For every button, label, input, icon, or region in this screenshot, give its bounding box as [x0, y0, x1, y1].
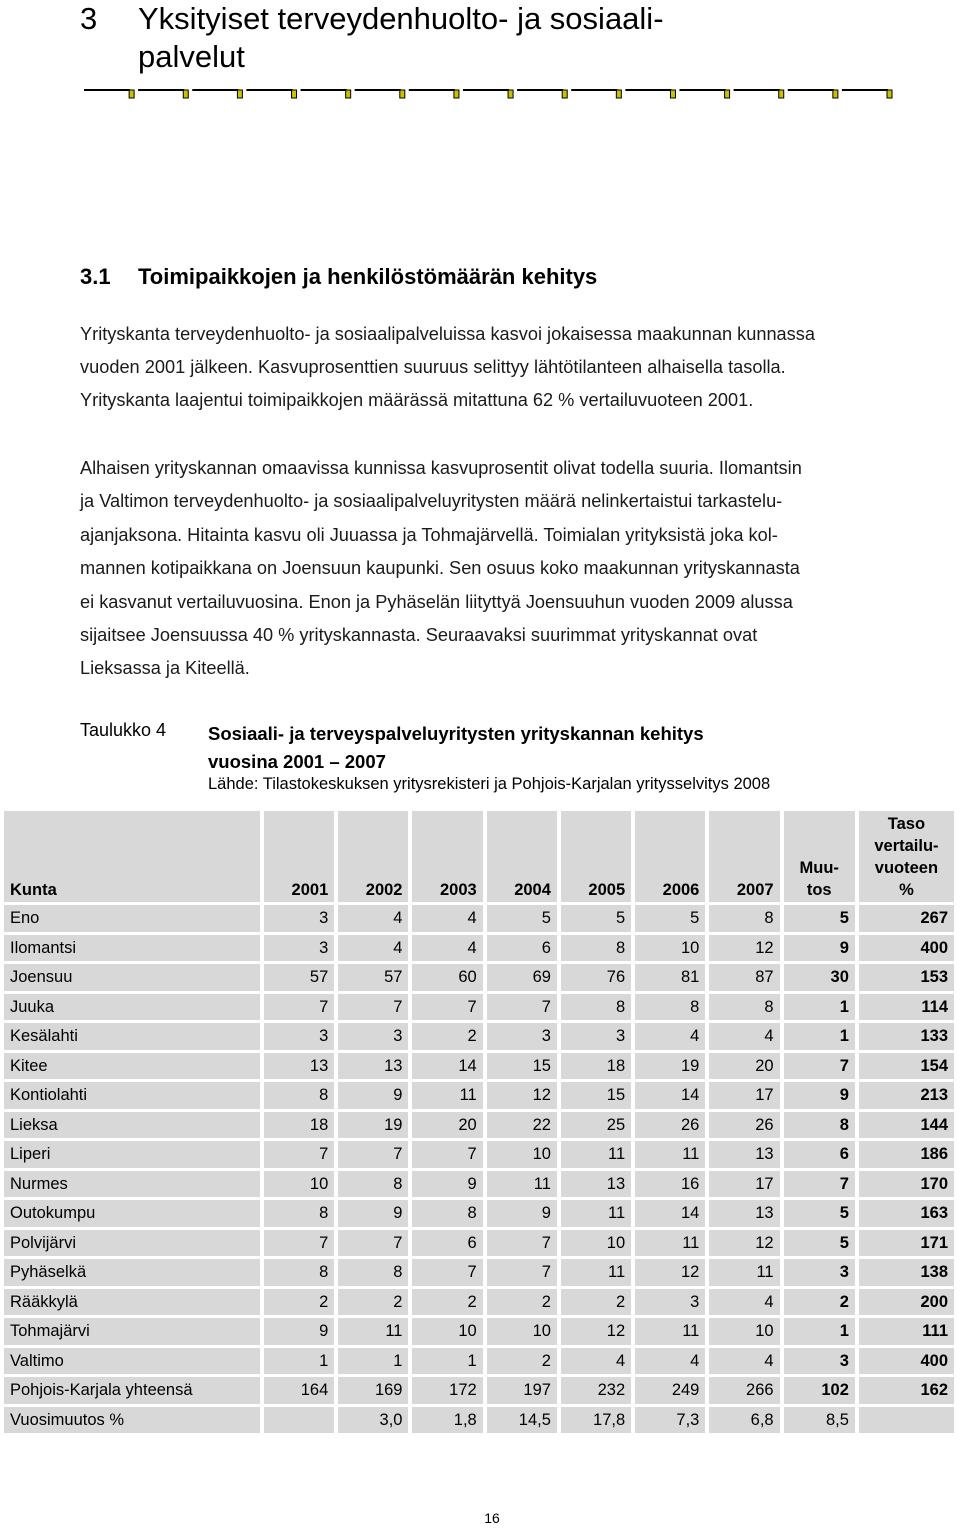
- table-cell: 11: [561, 1141, 631, 1168]
- table-row: [4, 1171, 954, 1198]
- table-cell: 7: [412, 994, 482, 1021]
- table-cell-kunta: Kitee: [4, 1053, 260, 1080]
- section-title: Toimipaikkojen ja henkilöstömäärän kehitys: [138, 264, 598, 289]
- page-number: 16: [484, 1510, 500, 1526]
- table-cell: 4: [709, 1023, 779, 1050]
- table-cell: 11: [635, 1141, 705, 1168]
- table-header-row: [4, 811, 954, 902]
- table-cell: 9: [487, 1200, 557, 1227]
- table-cell: 5: [635, 905, 705, 932]
- table-cell: 400: [859, 1348, 954, 1375]
- table-cell: 102: [784, 1377, 855, 1404]
- table-row: [4, 1023, 954, 1050]
- table-cell: 4: [338, 905, 408, 932]
- table-cell: 4: [635, 1348, 705, 1375]
- table-cell: 87: [709, 964, 779, 991]
- table-cell: 3: [635, 1289, 705, 1316]
- table-cell: 13: [709, 1200, 779, 1227]
- table-cell-kunta: Lieksa: [4, 1112, 260, 1139]
- table-row: [4, 1407, 954, 1434]
- table-cell: 1: [784, 994, 855, 1021]
- table-cell: 9: [338, 1082, 408, 1109]
- header-cell: 2004: [487, 811, 557, 902]
- data-table: [0, 808, 958, 1436]
- table-cell: 7: [487, 1230, 557, 1257]
- table-cell: 2: [784, 1289, 855, 1316]
- table-cell: 3: [487, 1023, 557, 1050]
- table-cell: 8: [635, 994, 705, 1021]
- table-cell: 114: [859, 994, 954, 1021]
- table-cell: 25: [561, 1112, 631, 1139]
- table-row: [4, 1318, 954, 1345]
- table-cell: 4: [338, 935, 408, 962]
- table-cell: 7: [784, 1053, 855, 1080]
- table-caption-title-line2: vuosina 2001 – 2007: [208, 751, 386, 772]
- table-row: [4, 1053, 954, 1080]
- table-cell: 7: [264, 994, 334, 1021]
- table-row: [4, 1082, 954, 1109]
- table-cell: 400: [859, 935, 954, 962]
- table-cell: 13: [264, 1053, 334, 1080]
- table-cell: 1,8: [412, 1407, 482, 1434]
- paragraph-line: Yrityskanta terveydenhuolto- ja sosiaalipalveluissa kasvoi jokaisessa maakunnan kunnassa: [80, 324, 815, 344]
- table-cell: 7: [338, 1141, 408, 1168]
- table-cell: 8: [264, 1082, 334, 1109]
- table-cell: 12: [709, 935, 779, 962]
- table-cell: 111: [859, 1318, 954, 1345]
- table-cell: 3: [561, 1023, 631, 1050]
- table-cell: 2: [487, 1289, 557, 1316]
- table-cell: 5: [487, 905, 557, 932]
- table-cell: 3: [264, 905, 334, 932]
- table-cell: 8: [784, 1112, 855, 1139]
- table-cell-kunta: Eno: [4, 905, 260, 932]
- table-cell: 3: [338, 1023, 408, 1050]
- table-cell: 153: [859, 964, 954, 991]
- table-cell: 4: [709, 1348, 779, 1375]
- table-cell: 4: [561, 1348, 631, 1375]
- table-cell: 16: [635, 1171, 705, 1198]
- table-cell: 18: [561, 1053, 631, 1080]
- table-row: [4, 1230, 954, 1257]
- table-cell: 20: [709, 1053, 779, 1080]
- table-cell: 3,0: [338, 1407, 408, 1434]
- table-cell: 7: [412, 1141, 482, 1168]
- table-cell: 57: [264, 964, 334, 991]
- table-cell: 2: [412, 1289, 482, 1316]
- table-cell: 172: [412, 1377, 482, 1404]
- table-cell: 76: [561, 964, 631, 991]
- table-cell: 5: [784, 1230, 855, 1257]
- table-row: [4, 1141, 954, 1168]
- table-cell: 14,5: [487, 1407, 557, 1434]
- table-cell-kunta: Pyhäselkä: [4, 1259, 260, 1286]
- header-cell: 2005: [561, 811, 631, 902]
- table-cell: 2: [561, 1289, 631, 1316]
- chapter-title-line2: palvelut: [138, 39, 245, 74]
- table-cell: 17,8: [561, 1407, 631, 1434]
- chapter-title-line1: Yksityiset terveydenhuolto- ja sosiaali-: [138, 1, 664, 36]
- table-cell: 1: [784, 1318, 855, 1345]
- section-heading: [80, 262, 598, 292]
- header-cell: 2002: [338, 811, 408, 902]
- table-cell: 10: [264, 1171, 334, 1198]
- table-cell: 11: [561, 1200, 631, 1227]
- table-cell: 12: [561, 1318, 631, 1345]
- table-cell: 10: [412, 1318, 482, 1345]
- table-cell: 2: [264, 1289, 334, 1316]
- header-cell-taso: Taso vertailu- vuoteen %: [859, 811, 954, 902]
- table-cell-kunta: Outokumpu: [4, 1200, 260, 1227]
- table-cell: 6: [487, 935, 557, 962]
- chapter-number: 3: [80, 1, 98, 36]
- table-row: [4, 1259, 954, 1286]
- table-cell: 13: [709, 1141, 779, 1168]
- table-cell-kunta: Juuka: [4, 994, 260, 1021]
- table-cell-kunta: Polvijärvi: [4, 1230, 260, 1257]
- table-cell-kunta: Nurmes: [4, 1171, 260, 1198]
- table-cell: 10: [709, 1318, 779, 1345]
- table-cell: 7: [412, 1259, 482, 1286]
- table-cell: 7: [264, 1141, 334, 1168]
- table-cell: 11: [635, 1318, 705, 1345]
- table-cell: 12: [487, 1082, 557, 1109]
- table-cell: 267: [859, 905, 954, 932]
- table-cell: 169: [338, 1377, 408, 1404]
- table-cell: 15: [561, 1082, 631, 1109]
- header-cell-muutos: Muu- tos: [784, 811, 855, 902]
- table-cell: 6: [412, 1230, 482, 1257]
- paragraph-line: Yrityskanta laajentui toimipaikkojen määrässä mitattuna 62 % vertailuvuoteen 2001.: [80, 390, 754, 410]
- table-cell: 14: [635, 1200, 705, 1227]
- paragraph-line: ja Valtimon terveydenhuolto- ja sosiaalipalveluyritysten määrä nelinkertaistui tarkastelu-: [80, 491, 783, 511]
- table-cell: 11: [561, 1259, 631, 1286]
- table-cell: 9: [412, 1171, 482, 1198]
- table-cell-kunta: Valtimo: [4, 1348, 260, 1375]
- table-cell: 8: [264, 1200, 334, 1227]
- table-cell-kunta: Rääkkylä: [4, 1289, 260, 1316]
- table-cell: 15: [487, 1053, 557, 1080]
- table-caption-title-line1: Sosiaali- ja terveyspalveluyritysten yrityskannan kehitys: [208, 723, 704, 744]
- table-cell: 3: [264, 1023, 334, 1050]
- table-cell-kunta: Kontiolahti: [4, 1082, 260, 1109]
- table-cell: 57: [338, 964, 408, 991]
- table-cell: 11: [338, 1318, 408, 1345]
- paragraph-line: ajanjaksona. Hitainta kasvu oli Juuassa ja Tohmajärvellä. Toimialan yrityksistä joka kol-: [80, 525, 778, 545]
- paragraph-line: Alhaisen yrityskannan omaavissa kunnissa kasvuprosentit olivat todella suuria. Ilomantsin: [80, 458, 802, 478]
- table-cell-kunta: Kesälahti: [4, 1023, 260, 1050]
- table-cell: 266: [709, 1377, 779, 1404]
- table-cell: 197: [487, 1377, 557, 1404]
- table-cell: 17: [709, 1171, 779, 1198]
- table-cell: 11: [487, 1171, 557, 1198]
- header-cell: 2003: [412, 811, 482, 902]
- table-cell: 162: [859, 1377, 954, 1404]
- table-caption-source: Lähde: Tilastokeskuksen yritysrekisteri ja Pohjois-Karjalan yritysselvitys 2008: [208, 775, 771, 793]
- table-cell: 8: [561, 994, 631, 1021]
- table-cell-kunta: Ilomantsi: [4, 935, 260, 962]
- table-cell: 4: [635, 1023, 705, 1050]
- table-cell: [859, 1407, 954, 1434]
- table-caption-title: [208, 720, 704, 776]
- table-cell: 30: [784, 964, 855, 991]
- table-cell: 18: [264, 1112, 334, 1139]
- table-cell: 3: [784, 1348, 855, 1375]
- header-cell: 2006: [635, 811, 705, 902]
- table-cell: 9: [784, 935, 855, 962]
- table-cell: 8: [709, 994, 779, 1021]
- table-cell: 1: [338, 1348, 408, 1375]
- table-row: [4, 1112, 954, 1139]
- table-cell: 133: [859, 1023, 954, 1050]
- table-cell: 17: [709, 1082, 779, 1109]
- table-cell: 200: [859, 1289, 954, 1316]
- header-cell: Kunta: [4, 811, 260, 902]
- table-cell-kunta: Vuosimuutos %: [4, 1407, 260, 1434]
- table-row: [4, 1348, 954, 1375]
- table-cell: 14: [412, 1053, 482, 1080]
- table-cell: 4: [412, 935, 482, 962]
- table-cell: 8: [338, 1171, 408, 1198]
- table-cell: 1: [412, 1348, 482, 1375]
- table-cell: 3: [264, 935, 334, 962]
- table-cell: 144: [859, 1112, 954, 1139]
- table-cell: 213: [859, 1082, 954, 1109]
- table-cell: 22: [487, 1112, 557, 1139]
- table-cell: 170: [859, 1171, 954, 1198]
- table-cell: 10: [487, 1141, 557, 1168]
- table-cell: 19: [635, 1053, 705, 1080]
- table-cell: 2: [338, 1289, 408, 1316]
- table-cell: 69: [487, 964, 557, 991]
- table-cell: 4: [412, 905, 482, 932]
- table-cell: 11: [709, 1259, 779, 1286]
- table-cell-kunta: Joensuu: [4, 964, 260, 991]
- table-cell: 7: [487, 994, 557, 1021]
- table-cell: 11: [635, 1230, 705, 1257]
- table-cell: 7: [487, 1259, 557, 1286]
- table-cell: 9: [264, 1318, 334, 1345]
- paragraph-line: Lieksassa ja Kiteellä.: [80, 658, 250, 678]
- table-cell: 7,3: [635, 1407, 705, 1434]
- table-cell: 171: [859, 1230, 954, 1257]
- paragraph-line: sijaitsee Joensuussa 40 % yrityskannasta. Seuraavaksi suurimmat yrityskannat ovat: [80, 625, 758, 645]
- table-cell: 14: [635, 1082, 705, 1109]
- table-cell: 8: [412, 1200, 482, 1227]
- table-cell-kunta: Pohjois-Karjala yhteensä: [4, 1377, 260, 1404]
- table-row: [4, 1289, 954, 1316]
- table-cell: 163: [859, 1200, 954, 1227]
- table-row: [4, 994, 954, 1021]
- table-cell: 186: [859, 1141, 954, 1168]
- table-cell: 26: [709, 1112, 779, 1139]
- table-cell: 8: [264, 1259, 334, 1286]
- table-cell: 1: [264, 1348, 334, 1375]
- table-row: [4, 935, 954, 962]
- table-row: [4, 905, 954, 932]
- table-cell: 7: [784, 1171, 855, 1198]
- table-cell: 8: [709, 905, 779, 932]
- table-row: [4, 1377, 954, 1404]
- table-cell: 10: [487, 1318, 557, 1345]
- table-cell: 10: [561, 1230, 631, 1257]
- table-row: [4, 964, 954, 991]
- table-cell: 6,8: [709, 1407, 779, 1434]
- table-cell: 20: [412, 1112, 482, 1139]
- table-cell: 60: [412, 964, 482, 991]
- table-cell: 12: [635, 1259, 705, 1286]
- table-cell: 13: [561, 1171, 631, 1198]
- table-cell: 5: [784, 1200, 855, 1227]
- table-row: [4, 1200, 954, 1227]
- table-cell: 154: [859, 1053, 954, 1080]
- table-cell: 11: [412, 1082, 482, 1109]
- table-cell: 12: [709, 1230, 779, 1257]
- table-cell-kunta: Liperi: [4, 1141, 260, 1168]
- paragraph-line: ei kasvanut vertailuvuosina. Enon ja Pyhäselän liityttyä Joensuuhun vuoden 2009 alussa: [80, 592, 793, 612]
- heading-decorative-rule: [82, 86, 894, 102]
- table-cell: 232: [561, 1377, 631, 1404]
- paragraph-line: mannen kotipaikkana on Joensuun kaupunki. Sen osuus koko maakunnan yrityskannasta: [80, 558, 800, 578]
- table-caption-label: Taulukko 4: [80, 720, 167, 740]
- table-cell: 19: [338, 1112, 408, 1139]
- table-cell: 249: [635, 1377, 705, 1404]
- table-cell: 7: [338, 1230, 408, 1257]
- section-number: 3.1: [80, 264, 111, 289]
- table-cell-kunta: Tohmajärvi: [4, 1318, 260, 1345]
- header-cell: 2007: [709, 811, 779, 902]
- table-cell: 10: [635, 935, 705, 962]
- table-cell: 3: [784, 1259, 855, 1286]
- table-cell: 8: [338, 1259, 408, 1286]
- table-cell: 7: [338, 994, 408, 1021]
- table-cell: 2: [412, 1023, 482, 1050]
- table-cell: 164: [264, 1377, 334, 1404]
- table-cell: 6: [784, 1141, 855, 1168]
- table-cell: [264, 1407, 334, 1434]
- paragraph-line: vuoden 2001 jälkeen. Kasvuprosenttien suuruus selittyy lähtötilanteen alhaisella tasolla.: [80, 357, 786, 377]
- table-cell: 5: [561, 905, 631, 932]
- table-cell: 2: [487, 1348, 557, 1375]
- table-cell: 9: [784, 1082, 855, 1109]
- header-cell: 2001: [264, 811, 334, 902]
- table-cell: 9: [338, 1200, 408, 1227]
- table-cell: 26: [635, 1112, 705, 1139]
- table-cell: 4: [709, 1289, 779, 1316]
- table-cell: 5: [784, 905, 855, 932]
- table-cell: 13: [338, 1053, 408, 1080]
- table-cell: 1: [784, 1023, 855, 1050]
- table-cell: 8: [561, 935, 631, 962]
- table-cell: 138: [859, 1259, 954, 1286]
- table-cell: 81: [635, 964, 705, 991]
- table-cell: 8,5: [784, 1407, 855, 1434]
- table-cell: 7: [264, 1230, 334, 1257]
